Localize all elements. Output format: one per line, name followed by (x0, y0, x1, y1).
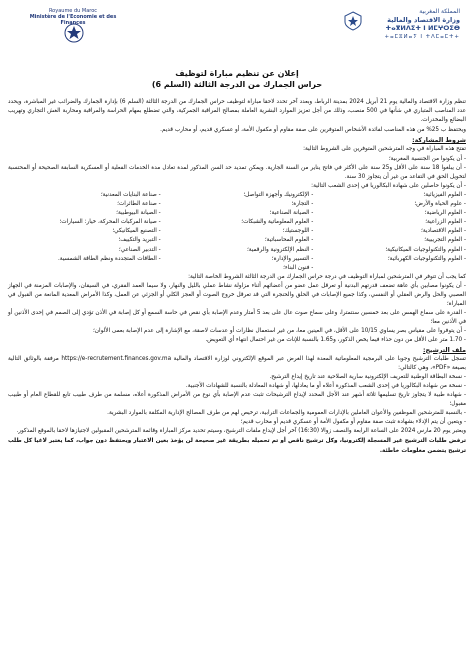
list-item: - علوم الحياة والأرض؛ (414, 201, 466, 208)
physical-condition-height: - 1.70 متر على الأقل من دون حذاء فيما يخص الذكور، و1.65 بالنسبة للإناث من غير احتمال انتهاء أي التعويض. (205, 337, 466, 344)
list-item: - اللوجستيك؛ (282, 228, 314, 235)
list-item: - العلوم المحاسباتية؛ (264, 237, 314, 244)
list-item: - الصيانة البيوطبية؛ (116, 210, 161, 217)
list-item: - صناعة الطائرات؛ (117, 201, 161, 208)
list-item: - العلوم الاقتصادية؛ (421, 228, 466, 235)
bac-streams-column-2 (161, 191, 314, 273)
ministry-logo-right (342, 8, 460, 60)
bac-streams-column-1 (313, 191, 466, 273)
physical-condition-hearing: - القدرة على سماع الهمس على بعد خمسين سنتمترا، وعلى سماع صوت عال على بعد 5 أمتار وعدم الإصابة بأي نقص في حاسة السمع أو كل إصابة في الأذن تؤدي إلى الصمم في إحدى الأذنين أو في الأذنين معا؛ (8, 310, 467, 326)
file-heading: ملف الترشيح: (423, 346, 466, 354)
conditions-heading: شروط المشاركة: (412, 137, 466, 145)
title-line2: حراس الجمارك من الدرجة الثالثة (السلم 6) (151, 80, 323, 89)
file-bac-copy: - نسخة من شهادة البكالوريا في إحدى الشعب المذكورة أعلاه أو ما يعادلها، أو شهادة المعادلة بالنسبة للشهادات الأجنبية. (185, 382, 466, 389)
list-item: - الطاقات المتجددة ونظم الطاقة الشمسية. (57, 255, 161, 262)
list-item: - العلوم الفيزيائية؛ (423, 191, 466, 198)
condition-age: - أن يبلغوا 18 سنة على الأقل و25 سنة على الأكثر في فاتح يناير من السنة الجارية. ويمكن تمديد حد السن المذكور لمدة تعادل مدة الخدمات الفعلية أو العسكرية السابقة الصحيحة أو المحتسبة لتخويل الحق في التقاعد من غير أن يتجاوز 30 سنة. (8, 164, 466, 180)
title-line1: إعلان عن تنظيم مباراة لتوظيف (175, 69, 299, 78)
list-item: - الصيانة الصناعية؛ (269, 210, 314, 217)
file-registration: تسجل طلبات الترشيح وجوبا على البرمجية المعلوماتية المعدة لهذا الغرض عبر الموقع الإلكتروني لوزارة الاقتصاد والمالية https://e-recrutement.finances.gov.ma مرفقة بالوثائق التالية بصيغة «PDF»، وهي كالتالي: (8, 355, 466, 371)
logo-right-line4: +ⴰⵎⵓⵍⴰⵢ ⵏ ⵜⴷⵎⴰⵎⵜ+ (384, 34, 460, 40)
announcement-body (8, 98, 466, 456)
logo-right-line1: المملكة المغربية (419, 8, 460, 15)
list-item: - فنون البناء؛ (283, 264, 314, 271)
logo-right-line3: ⵜⴰⴳⵍⴷⵉⵜ ⵏ ⵍⵎⵖⵔⵉⴱ (385, 24, 460, 32)
list-item: - النظم الإلكترونية والرقمية؛ (246, 246, 314, 253)
logo-left-line1: Royaume du Maroc (48, 8, 98, 14)
intro-paragraph: تنظم وزارة الاقتصاد والمالية يوم 21 أبريل 2024 بمدينة الرباط، وبعدد آخر تحدد لاحقا مباراة لتوظيف حراس الجمارك من الدرجة الثالثة (السلم 6) بإدارة الجمارك والضرائب غير المباشرة، ويحدد عدد المناصب المتباري في شأنها في 500 منصب، وذلك من أجل تعزيز الموارد البشرية العاملة بمصالح المراقبة الجمركية، والتي تضطلع بمهام الحراسة والمراقبة ومحاربة الغش التجاري وتهريب البضائع والمخدرات. (8, 99, 466, 124)
conditions-lead: تفتح هذه المباراة في وجه المترشحين المتوفرين على الشروط التالية: (303, 146, 466, 153)
bac-streams-list (8, 191, 466, 273)
condition-nationality: - أن يكونوا من الجنسية المغربية؛ (388, 155, 466, 162)
list-item: - العلوم والتكنولوجيات الميكانيكية؛ (385, 246, 466, 253)
physical-conditions-lead: كما يجب أن تتوفر في المترشحين لمباراة التوظيف في درجة حراس الجمارك من الدرجة الثالثة الشروط الخاصة التالية: (188, 273, 466, 280)
rejection-notice: ترفض طلبات الترشيح غير المسجلة إلكترونيا، وكل ترشيح ناقص أو تم تحميله بطريقة غير صحيحة لن يؤخذ بعين الاعتبار ويحتفظ دون جواب، كما يعتبر لاغيا كل طلب ترشيح يتضمن معلومات خاطئة. (8, 438, 466, 454)
list-item: - العلوم المعلوماتية والشبكات؛ (241, 219, 314, 226)
physical-condition-health: - أن يكونوا مصابين بأي عاهة تضعف قدرتهم البدنية أو تعرقل عمل عضو من أعضائهم أثناء مزاولة نشاط عملي بالليل والنهار، ولا سيما العمد الفقري، في السيقان، والإصابات المزمنة في الجهاز العصبي والحل والرض العقلي أو النفسي، وكذا جميع الإصابات في الحلق والحنجرة التي قد تعرقل خروج الصوت أو العجز الكلي أو الجزئي عن العمل، وكذا الأمراض المعدية المانعة من القبول في المباراة؛ (8, 282, 466, 308)
physical-condition-vision: - أن يتوفروا على مقياس بصر يساوي 10/15 على الأقل، في العينين معا، من غير استعمال نظارات أو عدسات لاصقة، مع الإشارة إلى عدم الإصابة بعمى الألوان؛ (93, 328, 466, 335)
deadline-paragraph: ويعتبر يوم 20 مارس 2024 على الساعة الرابعة والنصف زوالا (16:30) آخر أجل لإيداع ملفات الترشيح، وسيتم تحديد مركز المباراة وقائمة المترشحين المقبولين لاجتيازها لاحقا بالموقع المذكور. (16, 428, 466, 435)
logo-left-line2: Ministère de l'Economie et des Finances (29, 14, 117, 26)
file-medical-certificate: - شهادة طبية لا يتجاوز تاريخ تسليمها ثلاثة أشهر عند الأجل المحدد لإيداع الترشيحات تثبت عدم الإصابة بأي نوع من الأمراض المذكورة أعلاه، مسلمة من طرف طبيب تابع للقطاع العام أو طبيب مقبول؛ (8, 392, 466, 408)
list-item: - التسيير والإدارة؛ (271, 255, 314, 262)
condition-bac: - أن يكونوا حاصلين على شهادة البكالوريا في إحدى الشعب التالية: (311, 182, 466, 189)
list-item: - التصنيع الميكانيكي؛ (112, 228, 161, 235)
file-status-certificate: - ويتعين أن يتم الإدلاء بشهادة تثبت صفة مقاوم أو مكفول الأمة أو عسكري قديم أو محارب قديم؛ (240, 419, 466, 426)
list-item: - الإلكترونيك وأجهزة التواصل؛ (243, 191, 314, 198)
list-item: - التبريد والتكييف؛ (118, 237, 161, 244)
list-item: - العلوم التجريبية؛ (424, 237, 466, 244)
list-item: - العلوم الرياضية؛ (424, 210, 466, 217)
page-title (150, 68, 324, 90)
emblem-icon (63, 22, 85, 44)
list-item: - صيانة المركبات المحركة، خيار: السيارات؛ (59, 219, 161, 226)
list-item: - التجارة؛ (291, 201, 314, 208)
logo-right-line2: وزارة الاقتصاد والمالية (387, 16, 460, 24)
list-item: - صناعة البنايات المعدنية؛ (100, 191, 161, 198)
list-item: - التدبير الصناعي؛ (118, 246, 161, 253)
file-id-card: - نسخة البطاقة الوطنية للتعريف الإلكترونية سارية الصلاحية عند تاريخ إيداع الترشيح. (269, 373, 466, 380)
bac-streams-column-3 (8, 191, 161, 273)
ministry-logo-left (18, 8, 128, 58)
reserved-quota-paragraph: ويحتفظ ب 25% من هذه المناصب لفائدة الأشخاص المتوفرين على صفة مقاوم أو مكفول الأمة، أو عسكري قديم، أو محارب قديم. (160, 127, 466, 134)
list-item: - العلوم الزراعية؛ (425, 219, 466, 226)
file-employee-authorization: - بالنسبة للمترشحين الموظفين والأعوان العاملين بالإدارات العمومية والجماعات الترابية، ترخيص لهم من طرف المصالح الإدارية المكلفة بالموارد البشرية. (107, 410, 466, 417)
list-item: - العلوم والتكنولوجيات الكهربائية؛ (387, 255, 466, 262)
